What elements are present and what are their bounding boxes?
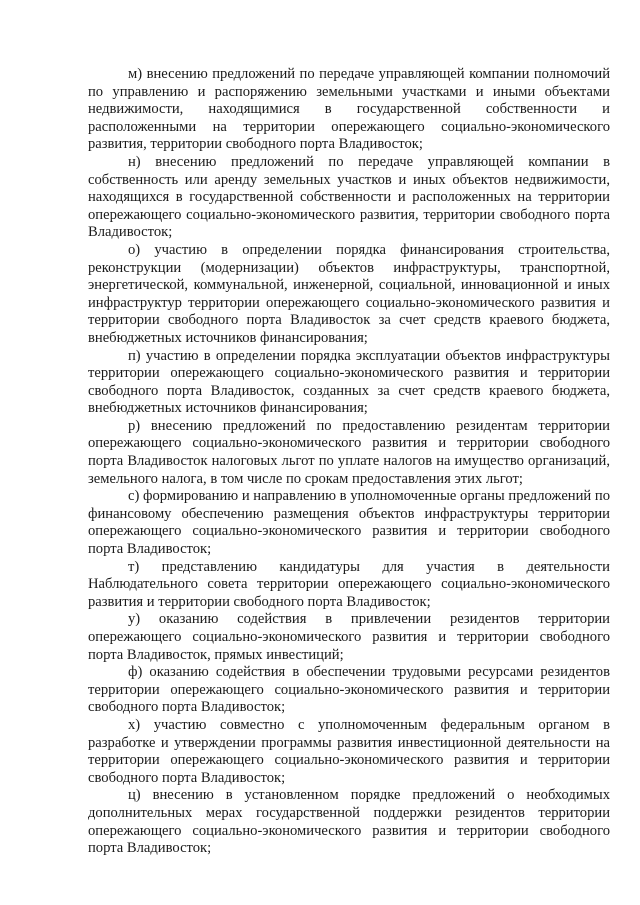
paragraph-s: с) формированию и направлению в уполномоченные органы предложений по финансовому обеспечению размещения объектов инфраструктуры территории опережающего социально-экономического развития и территории свободного порта Владивосток;: [88, 488, 610, 558]
paragraph-n: н) внесению предложений по передаче управляющей компании в собственность или аренду земельных участков и иных объектов недвижимости, находящихся в государственной собственности и расположенных на территории опережающего социально-экономического развития, территории свободного порта Владивосток;: [88, 153, 610, 241]
paragraph-p: п) участию в определении порядка эксплуатации объектов инфраструктуры территории опережающего социально-экономического развития и территории свободного порта Владивосток, созданных за счет средств краевого бюджета, внебюджетных источников финансирования;: [88, 347, 610, 417]
paragraph-f: ф) оказанию содействия в обеспечении трудовыми ресурсами резидентов территории опережающего социально-экономического развития и территории свободного порта Владивосток;: [88, 664, 610, 716]
paragraph-u: у) оказанию содействия в привлечении резидентов территории опережающего социально-экономического развития и территории свободного порта Владивосток, прямых инвестиций;: [88, 611, 610, 663]
paragraph-r: р) внесению предложений по предоставлению резидентам территории опережающего социально-экономического развития и территории свободного порта Владивосток налоговых льгот по уплате налогов на имущество организаций, земельного налога, в том числе по срокам предоставления этих льгот;: [88, 417, 610, 487]
paragraph-o: о) участию в определении порядка финансирования строительства, реконструкции (модернизации) объектов инфраструктуры, транспортной, энергетической, коммунальной, инженерной, социальной, инновационной и иных инфраструктур территории опережающего социально-экономического развития и территории свободного порта Владивосток за счет средств краевого бюджета, внебюджетных источников финансирования;: [88, 241, 610, 346]
document-body: [88, 66, 610, 858]
paragraph-ts: ц) внесению в установленном порядке предложений о необходимых дополнительных мерах государственной поддержки резидентов территории опережающего социально-экономического развития и территории свободного порта Владивосток;: [88, 787, 610, 857]
paragraph-kh: х) участию совместно с уполномоченным федеральным органом в разработке и утверждении программы развития инвестиционной деятельности на территории опережающего социально-экономического развития и территории свободного порта Владивосток;: [88, 716, 610, 786]
paragraph-m: м) внесению предложений по передаче управляющей компании полномочий по управлению и распоряжению земельными участками и иными объектами недвижимости, находящимися в государственной собственности и расположенными на территории опережающего социально-экономического развития, территории свободного порта Владивосток;: [88, 66, 610, 153]
paragraph-t: т) представлению кандидатуры для участия в деятельности Наблюдательного совета территории опережающего социально-экономического развития и территории свободного порта Владивосток;: [88, 558, 610, 610]
